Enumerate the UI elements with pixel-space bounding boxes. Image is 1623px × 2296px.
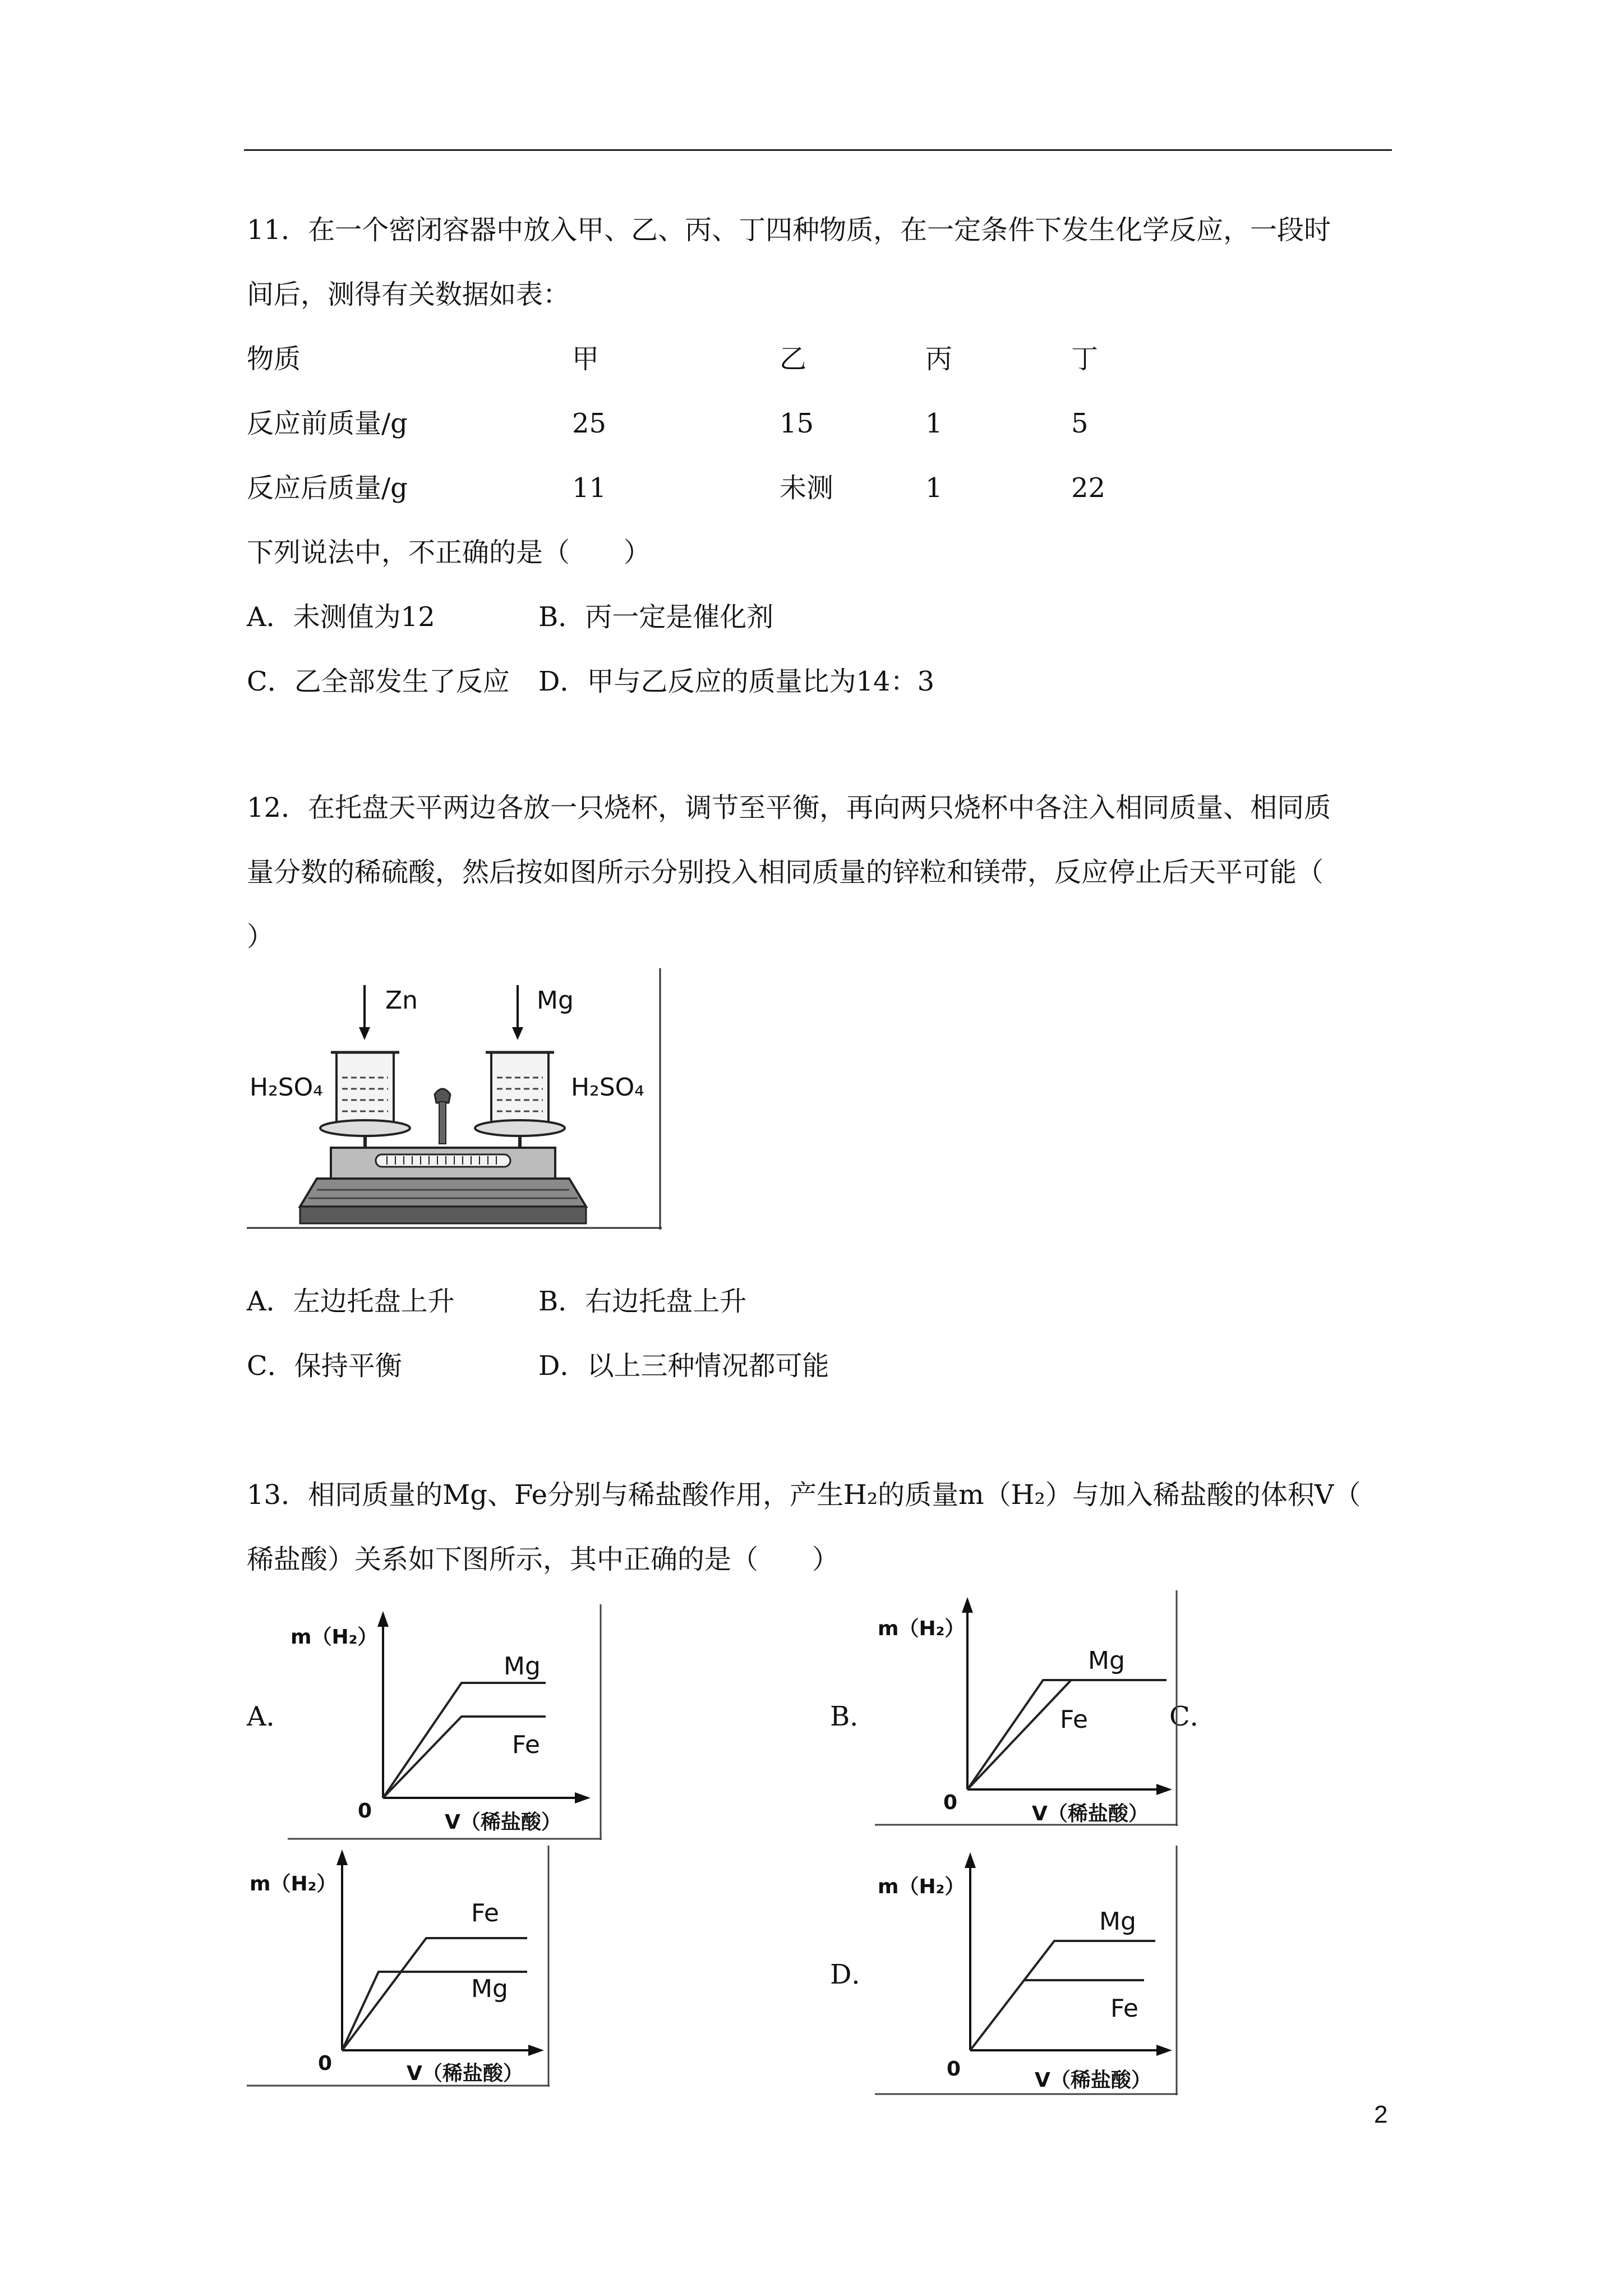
table-cell: 乙 [780,343,807,375]
graph-a [288,1604,602,1840]
table-cell: 反应前质量/g [247,408,408,439]
acid-label-left: H₂SO₄ [250,1073,323,1102]
graph-origin: 0 [358,1800,372,1823]
graph-origin: 0 [943,1791,958,1814]
graph-d [875,1846,1178,2095]
series-label-upper: Mg [1088,1646,1125,1675]
series-label-lower: Mg [471,1975,508,2003]
left-beaker-icon [331,1052,399,1122]
table-cell: 丁 [1071,343,1099,375]
graph-xlabel: V（稀盐酸） [1035,2069,1151,2092]
x-axis-arrow-icon [1156,2045,1172,2056]
graph-ylabel: m（H₂） [291,1626,378,1649]
y-axis-arrow-icon [336,1849,348,1865]
table-cell: 丙 [925,343,953,375]
graph-ylabel: m（H₂） [250,1872,337,1895]
q12-stem-line3: ） [247,921,274,953]
graph-b [875,1590,1178,1826]
series-label-upper: Mg [1099,1907,1136,1936]
y-axis-arrow-icon [377,1611,389,1627]
balance-figure [247,968,662,1230]
q11-stem-line1: 11．在一个密闭容器中放入甲、乙、丙、丁四种物质，在一定条件下发生化学反应，一段时 [247,214,1331,246]
graph-ylabel: m（H₂） [878,1617,965,1640]
table-cell: 未测 [780,472,834,504]
x-axis-arrow-icon [1156,1784,1172,1795]
series-label-lower: Fe [512,1731,540,1759]
acid-label-right: H₂SO₄ [571,1073,644,1102]
q13-stem-line1: 13．相同质量的Mg、Fe分别与稀盐酸作用，产生H₂的质量m（H₂）与加入稀盐酸的体积V（ [247,1479,1361,1511]
q11-option-d: D．甲与乙反应的质量比为14：3 [538,666,935,697]
q12-option-c: C．保持平衡 [247,1350,402,1382]
right-beaker-icon [486,1052,554,1122]
table-cell: 反应后质量/g [247,472,408,504]
header-rule [244,149,1392,151]
q13-option-a-label: A． [247,1701,293,1732]
q12-option-d: D．以上三种情况都可能 [538,1350,829,1382]
x-axis-arrow-icon [528,2045,544,2056]
q11-option-b: B．丙一定是催化剂 [538,601,774,633]
series-label-lower: Fe [1060,1705,1088,1734]
q13-stem-line2: 稀盐酸）关系如下图所示，其中正确的是（ ） [247,1544,840,1575]
series-label-upper: Mg [504,1652,541,1681]
x-axis-arrow-icon [575,1792,591,1803]
page-number: 2 [1374,2101,1388,2128]
table-cell: 甲 [572,343,600,375]
q13-option-c-label: C． [1169,1701,1217,1732]
q12-stem-line2: 量分数的稀硫酸，然后按如图所示分别投入相同质量的锌粒和镁带，反应停止后天平可能（ [247,857,1324,888]
graph-xlabel: V（稀盐酸） [407,2062,523,2085]
q11-option-a: A．未测值为12 [247,601,435,633]
series-label-upper: Fe [471,1899,499,1927]
q12-option-a: A．左边托盘上升 [247,1286,455,1317]
table-cell: 1 [925,472,943,504]
mg-label: Mg [537,986,574,1015]
table-cell: 25 [572,408,607,439]
graph-xlabel: V（稀盐酸） [445,1811,561,1834]
q13-option-b-label: B． [830,1701,877,1732]
table-cell: 11 [572,472,607,504]
graph-ylabel: m（H₂） [878,1875,965,1898]
q11-option-c: C．乙全部发生了反应 [247,666,510,697]
q11-question: 下列说法中，不正确的是（ ） [247,537,651,568]
table-cell: 1 [925,408,943,439]
zn-label: Zn [385,986,418,1015]
q13-option-d-label: D． [830,1959,879,1990]
q11-stem-line2: 间后，测得有关数据如表： [247,279,570,310]
y-axis-arrow-icon [962,1597,973,1613]
series-line-upper [967,1680,1166,1789]
table-cell: 5 [1071,408,1089,439]
graph-xlabel: V（稀盐酸） [1032,1802,1149,1825]
series-line-lower [967,1680,1071,1789]
q12-option-b: B．右边托盘上升 [538,1286,747,1317]
graph-c [247,1846,550,2087]
table-cell: 物质 [247,343,301,375]
series-label-lower: Fe [1110,1994,1138,2023]
table-cell: 22 [1071,472,1106,504]
graph-origin: 0 [318,2052,333,2075]
table-cell: 15 [780,408,814,439]
graph-origin: 0 [947,2058,961,2081]
y-axis-arrow-icon [965,1852,976,1868]
q12-stem-line1: 12．在托盘天平两边各放一只烧杯，调节至平衡，再向两只烧杯中各注入相同质量、相同质 [247,792,1331,823]
